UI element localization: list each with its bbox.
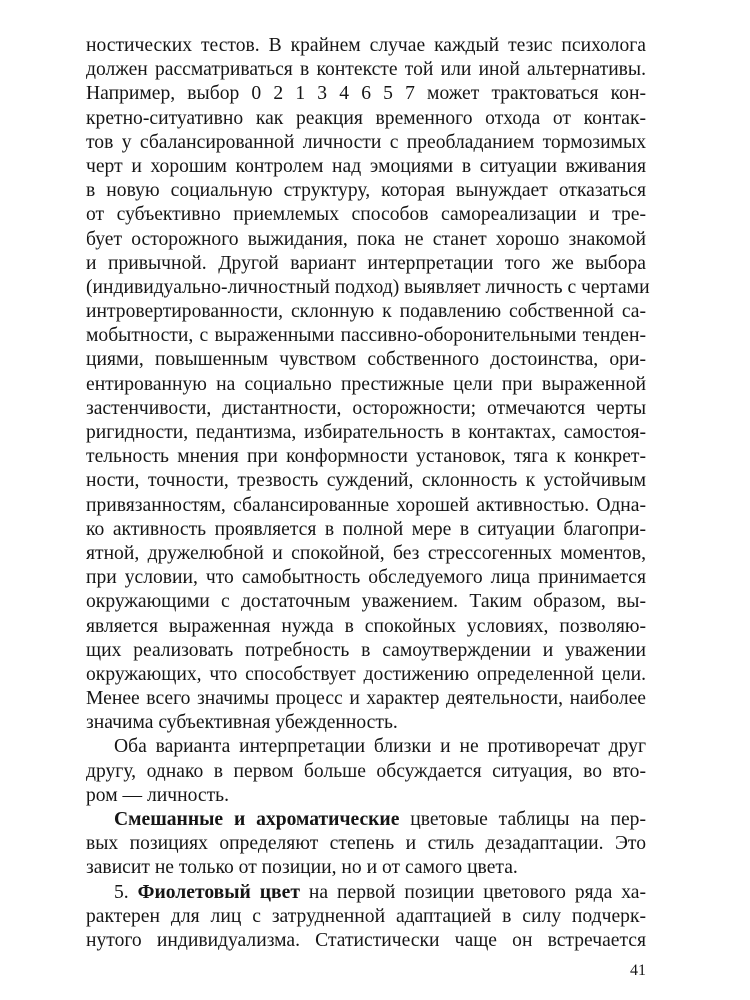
text-line: зависит не только от позиции, но и от самого цвета. (86, 857, 518, 879)
bold-term: Смешанные и ахроматические (114, 809, 400, 830)
text-line: ко активность проявляется в полной мере в ситуации благопри- (86, 518, 646, 540)
text-line: рактерен для лиц с затрудненной адаптацией в силу подчерк- (86, 905, 646, 927)
page-number: 41 (630, 962, 646, 979)
bold-term: Фиолетовый цвет (137, 881, 300, 903)
text-line: окружающими с достаточным уважением. Таким образом, вы- (86, 591, 646, 613)
text-line: и привычной. Другой вариант интерпретации того же выбора (86, 252, 646, 274)
page-body (86, 34, 650, 953)
text-line: ности, точности, трезвость суждений, склонность к устойчивым (86, 470, 646, 492)
text-line: ригидности, педантизма, избирательность в контактах, самостоя- (86, 422, 646, 443)
text-run: цветовые таблицы на пер- (399, 809, 646, 830)
text-line: тов у сбалансированной личности с преобладанием тормозимых (86, 131, 646, 153)
text-line: черт и хорошим контролем над эмоциями в ситуации вживания (86, 155, 646, 177)
text-line: от субъективно приемлемых способов самореализации и тре- (86, 204, 646, 226)
text-line: значима субъективная убежденность. (86, 712, 398, 734)
text-line: является выраженная нужда в спокойных условиях, позволяю- (86, 615, 646, 637)
text-line: тельность мнения при конформности установок, тяга к конкрет- (86, 446, 646, 468)
text-line: щих реализовать потребность в самоутверждении и уважении (86, 639, 646, 661)
text-line: Менее всего значимы процесс и характер деятельности, наиболее (86, 688, 646, 710)
text-line: интровертированности, склонную к подавлению собственной са- (86, 301, 646, 323)
text-line (86, 881, 646, 905)
text-line: вых позициях определяют степень и стиль дезадаптации. Это (86, 833, 646, 855)
text-line: мобытности, с выраженными пассивно-оборонительными тенден- (86, 325, 646, 347)
text-line: (индивидуально-личностный подход) выявляет личность с чертами (86, 276, 650, 298)
text-line: в новую социальную структуру, которая вынуждает отказаться (86, 180, 646, 202)
text-line: Например, выбор 0 2 1 3 4 6 5 7 может трактоваться кон- (86, 83, 646, 105)
text-line: другу, однако в первом больше обсуждается ситуация, во вто- (86, 760, 646, 782)
text-line: циями, повышенным чувством собственного достоинства, ори- (86, 349, 646, 371)
text-line: ром — личность. (86, 784, 229, 806)
text-run: на первой позиции цветового ряда ха- (299, 881, 647, 903)
text-line: ятной, дружелюбной и спокойной, без стрессогенных моментов, (86, 542, 646, 564)
text-line: Оба варианта интерпретации близки и не противоречат друг (114, 736, 646, 758)
text-line: кретно-ситуативно как реакция временного отхода от контак- (86, 107, 646, 129)
text-line: бует осторожного выжидания, пока не станет хорошо знакомой (86, 228, 646, 250)
text-line: должен рассматриваться в контексте той или иной альтернативы. (86, 59, 646, 81)
list-number: 5. (114, 881, 138, 903)
text-line: нутого индивидуализма. Статистически чаще он встречается (86, 929, 646, 951)
text-line: ентированную на социально престижные цели при выраженной (86, 373, 646, 395)
text-line (86, 808, 646, 832)
text-line: окружающих, что способствует достижению определенной цели. (86, 663, 646, 685)
text-line: при условии, что самобытность обследуемого лица принимается (86, 567, 646, 589)
text-line: привязанностям, сбалансированные хорошей активностью. Одна- (86, 494, 646, 516)
text-line: ностических тестов. В крайнем случае каждый тезис психолога (86, 35, 646, 56)
text-line: застенчивости, дистантности, осторожности; отмечаются черты (86, 397, 646, 419)
